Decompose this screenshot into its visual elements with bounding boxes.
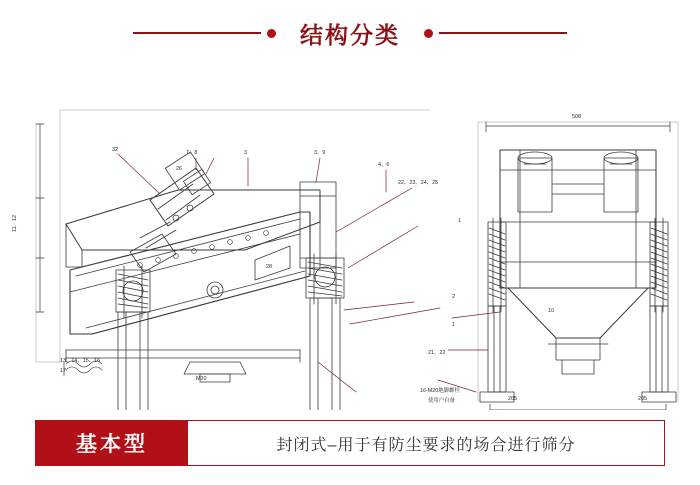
svg-text:4、6: 4、6 (378, 162, 390, 168)
svg-text:10: 10 (548, 308, 554, 314)
svg-text:13、14、15、16: 13、14、15、16 (60, 358, 101, 364)
bullet-dot-left-icon (267, 29, 276, 38)
drawing-canvas (0, 62, 700, 410)
technical-drawing (0, 62, 700, 410)
svg-text:205: 205 (638, 396, 647, 402)
svg-text:7、8: 7、8 (186, 150, 198, 156)
svg-text:1: 1 (458, 218, 461, 224)
svg-text:26: 26 (176, 166, 182, 172)
drive-drums (518, 152, 638, 212)
caption-tag: 基本型 (36, 421, 188, 465)
svg-text:16-M20地脚螺栓: 16-M20地脚螺栓 (420, 388, 460, 394)
main-view-group (12, 110, 461, 410)
spring-right (306, 254, 344, 304)
svg-text:508: 508 (572, 114, 581, 120)
exciter-assembly (130, 152, 214, 272)
side-view-group (420, 114, 678, 410)
side-spring-left (488, 218, 506, 312)
header-title-row (0, 16, 700, 50)
bullet-dot-right-icon (424, 29, 433, 38)
page-header (0, 0, 700, 62)
svg-text:32: 32 (112, 147, 118, 153)
svg-text:2: 2 (452, 294, 455, 300)
side-spring-right (650, 218, 668, 312)
svg-text:M20: M20 (196, 376, 207, 382)
spring-left (116, 266, 150, 318)
svg-text:使用户自备: 使用户自备 (428, 398, 455, 404)
caption-bar (35, 420, 665, 466)
svg-text:17: 17 (60, 368, 66, 374)
svg-text:11、12: 11、12 (12, 215, 18, 232)
caption-text: 封闭式–用于有防尘要求的场合进行筛分 (188, 421, 664, 465)
svg-text:1: 1 (452, 322, 455, 328)
svg-text:205: 205 (508, 396, 517, 402)
svg-text:28: 28 (266, 264, 272, 270)
side-legs (480, 306, 676, 402)
svg-text:21、22: 21、22 (428, 350, 446, 356)
svg-text:3、9: 3、9 (314, 150, 326, 156)
header-rule-right (439, 32, 567, 34)
base-frame (66, 298, 352, 410)
svg-text:22、23、24、25: 22、23、24、25 (398, 180, 439, 186)
svg-text:3: 3 (244, 150, 247, 156)
page-title: 结构分类 (300, 21, 400, 48)
header-rule-left (133, 32, 261, 34)
